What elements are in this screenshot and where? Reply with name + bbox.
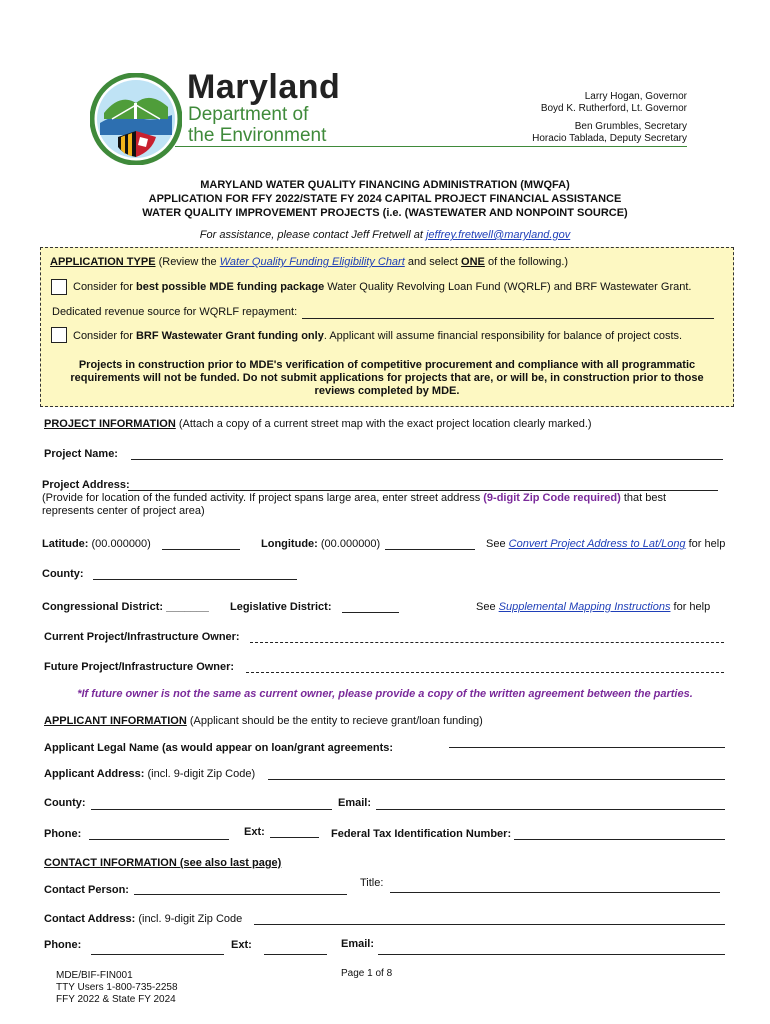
revenue-source-field[interactable]	[302, 318, 714, 319]
footer-page-number: Page 1 of 8	[341, 968, 393, 979]
project-info-heading	[44, 418, 592, 430]
application-type-heading	[50, 256, 568, 268]
lat-long-help-suffix: for help	[685, 538, 726, 550]
contact-address-note: (incl. 9-digit Zip Code	[135, 913, 243, 925]
longitude-field[interactable]	[385, 549, 475, 550]
project-name-label: Project Name:	[44, 448, 118, 460]
official-deputy-secretary: Horacio Tablada, Deputy Secretary	[532, 133, 687, 144]
project-county-field[interactable]	[93, 579, 297, 580]
org-name-environment: the Environment	[188, 125, 327, 146]
future-owner-field[interactable]	[246, 672, 724, 673]
option-grant-only-text	[73, 330, 682, 342]
convert-address-link[interactable]: Convert Project Address to Lat/Long	[508, 538, 686, 550]
assistance-line	[0, 229, 770, 241]
official-governor: Larry Hogan, Governor	[584, 91, 687, 102]
applicant-ext-field[interactable]	[270, 837, 319, 838]
option-grant-only-bold: BRF Wastewater Grant funding only	[135, 330, 324, 342]
applicant-info-note: (Applicant should be the entity to recieve grant/loan funding)	[186, 715, 483, 727]
project-address-note-b: that best	[620, 492, 667, 504]
option-best-package-checkbox[interactable]	[51, 279, 67, 295]
application-type-intro: (Review the	[155, 256, 220, 268]
option-best-package-a: Consider for	[73, 281, 136, 293]
current-owner-field[interactable]	[250, 642, 724, 643]
footer-fiscal-year: FFY 2022 & State FY 2024	[56, 994, 176, 1005]
applicant-phone-label: Phone:	[44, 828, 82, 840]
contact-ext-label: Ext:	[231, 939, 252, 951]
mapping-help-suffix: for help	[670, 601, 711, 613]
fein-label: Federal Tax Identification Number:	[331, 828, 512, 840]
longitude-label: Longitude:	[261, 538, 318, 550]
contact-person-field[interactable]	[134, 894, 347, 895]
applicant-email-label: Email:	[338, 797, 372, 809]
contact-address-label: Contact Address:	[44, 913, 136, 925]
contact-address-row	[44, 913, 242, 925]
construction-notice-line-1: Projects in construction prior to MDE's verification of competitive procurement and compliance with all programmatic	[78, 359, 696, 371]
mapping-help-see: See	[476, 601, 499, 613]
contact-title-field[interactable]	[390, 892, 720, 893]
project-address-note	[42, 492, 666, 504]
mapping-instructions-link[interactable]: Supplemental Mapping Instructions	[498, 601, 671, 613]
applicant-info-label: APPLICANT INFORMATION	[44, 715, 187, 727]
applicant-info-heading	[44, 715, 483, 727]
contact-address-field[interactable]	[254, 924, 725, 925]
eligibility-chart-link[interactable]: Water Quality Funding Eligibility Chart	[219, 256, 405, 268]
longitude-format: (00.000000)	[317, 538, 381, 550]
project-info-note: (Attach a copy of a current street map with the exact project location clearly marked.)	[175, 418, 592, 430]
form-title-line-2: APPLICATION FOR FFY 2022/STATE FY 2024 CAPITAL PROJECT FINANCIAL ASSISTANCE	[148, 193, 622, 205]
project-county-label: County:	[42, 568, 84, 580]
option-grant-only-checkbox[interactable]	[51, 327, 67, 343]
applicant-legal-name-field[interactable]	[449, 747, 725, 748]
project-address-note-a: (Provide for location of the funded activity. If project spans large area, enter street address	[42, 492, 484, 504]
applicant-address-row	[44, 768, 255, 780]
applicant-address-note: (incl. 9-digit Zip Code)	[144, 768, 256, 780]
org-name-department: Department of	[188, 104, 309, 125]
applicant-legal-name-label: Applicant Legal Name (as would appear on loan/grant agreements:	[44, 742, 394, 754]
project-name-field[interactable]	[131, 459, 723, 460]
project-address-note-c: represents center of project area)	[42, 505, 205, 517]
contact-phone-label: Phone:	[44, 939, 82, 951]
form-title-line-1: MARYLAND WATER QUALITY FINANCING ADMINISTRATION (MWQFA)	[200, 179, 570, 191]
option-grant-only-a: Consider for	[73, 330, 136, 342]
assistance-text: For assistance, please contact Jeff Fretwell at	[199, 229, 426, 241]
assistance-email-link[interactable]: jeffrey.fretwell@maryland.gov	[425, 229, 571, 241]
fein-field[interactable]	[514, 839, 725, 840]
owner-agreement-note: *If future owner is not the same as current owner, please provide a copy of the written agreement between the parties.	[77, 688, 693, 700]
project-info-label: PROJECT INFORMATION	[44, 418, 176, 430]
option-best-package-text	[73, 281, 691, 293]
footer-tty: TTY Users 1-800-735-2258	[56, 982, 178, 993]
applicant-county-label: County:	[44, 797, 86, 809]
project-address-field[interactable]	[128, 490, 718, 491]
latitude-row	[42, 538, 151, 550]
contact-person-label: Contact Person:	[44, 884, 129, 896]
contact-info-heading: CONTACT INFORMATION (see also last page)	[44, 857, 282, 869]
option-best-package-bold: best possible MDE funding package	[135, 281, 325, 293]
official-lt-governor: Boyd K. Rutherford, Lt. Governor	[540, 103, 687, 114]
application-type-one: ONE	[461, 256, 485, 268]
applicant-address-label: Applicant Address:	[44, 768, 145, 780]
latitude-format: (00.000000)	[88, 538, 151, 550]
latitude-label: Latitude:	[42, 538, 89, 550]
applicant-ext-label: Ext:	[244, 826, 265, 838]
legislative-district-field[interactable]	[342, 612, 399, 613]
project-address-label: Project Address:	[42, 479, 130, 491]
option-grant-only-b: . Applicant will assume financial responsibility for balance of project costs.	[323, 330, 683, 342]
contact-ext-field[interactable]	[264, 954, 327, 955]
mapping-help	[476, 601, 710, 613]
legislative-district-label: Legislative District:	[230, 601, 332, 613]
congressional-district-label: Congressional District: _______	[42, 601, 209, 613]
construction-notice-line-3: reviews completed by MDE.	[314, 385, 460, 397]
header-rule	[175, 146, 687, 147]
footer-form-id: MDE/BIF-FIN001	[56, 970, 133, 981]
option-best-package-b: Water Quality Revolving Loan Fund (WQRLF) and BRF Wastewater Grant.	[324, 281, 692, 293]
official-secretary: Ben Grumbles, Secretary	[574, 121, 687, 132]
project-address-zip-required: (9-digit Zip Code required)	[483, 492, 621, 504]
org-name-maryland: Maryland	[187, 68, 341, 106]
mde-logo	[90, 73, 182, 165]
contact-phone-field[interactable]	[91, 954, 224, 955]
current-owner-label: Current Project/Infrastructure Owner:	[44, 631, 240, 643]
contact-title-label: Title:	[360, 877, 384, 889]
lat-long-help-see: See	[486, 538, 509, 550]
contact-email-field[interactable]	[378, 954, 725, 955]
revenue-source-label: Dedicated revenue source for WQRLF repayment:	[52, 306, 298, 318]
construction-notice-line-2: requirements will not be funded. Do not submit applications for projects that are, or will be, in construction prior to those	[70, 372, 704, 384]
form-title-line-3: WATER QUALITY IMPROVEMENT PROJECTS (i.e. (WASTEWATER AND NONPOINT SOURCE)	[142, 207, 628, 219]
applicant-phone-field[interactable]	[89, 839, 229, 840]
applicant-email-field[interactable]	[376, 809, 725, 810]
longitude-row	[261, 538, 380, 550]
latitude-field[interactable]	[162, 549, 240, 550]
application-type-label: APPLICATION TYPE	[50, 256, 156, 268]
future-owner-label: Future Project/Infrastructure Owner:	[44, 661, 235, 673]
lat-long-help	[486, 538, 725, 550]
application-type-intro-c: of the following.)	[484, 256, 569, 268]
application-type-intro-b: and select	[404, 256, 462, 268]
applicant-county-field[interactable]	[91, 809, 332, 810]
applicant-address-field[interactable]	[268, 779, 725, 780]
maryland-seal-icon	[90, 73, 182, 165]
contact-email-label: Email:	[341, 938, 375, 950]
